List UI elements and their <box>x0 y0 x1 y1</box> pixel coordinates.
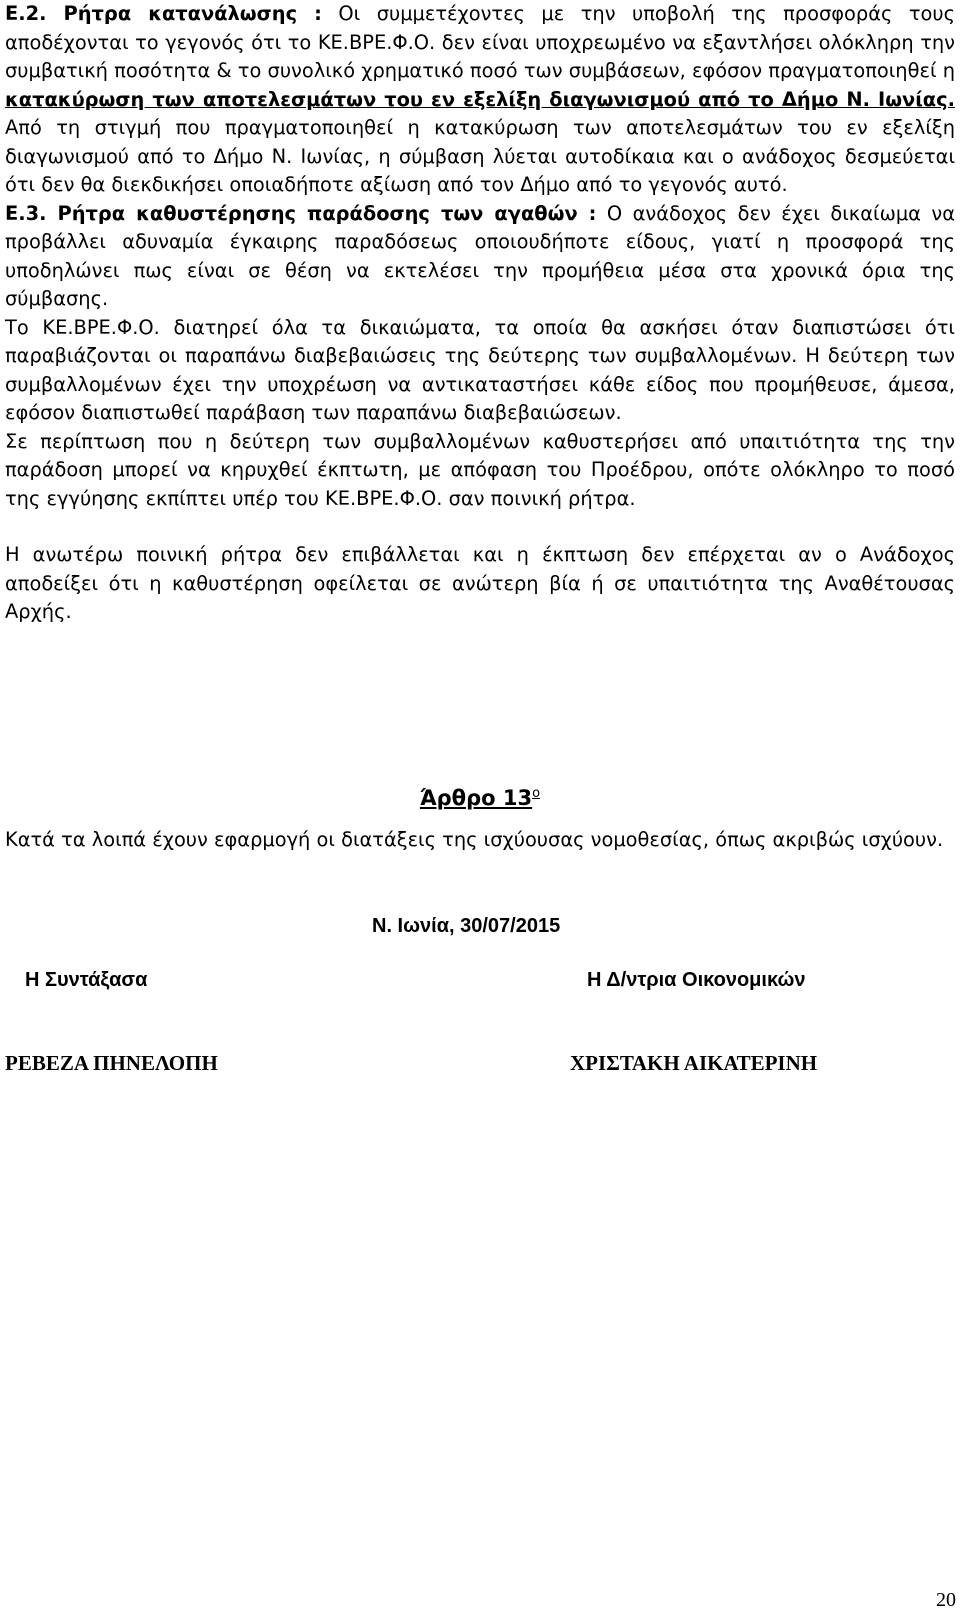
left-signatory-role: Η Συντάξασα <box>25 969 148 991</box>
page-number: 20 <box>936 1589 956 1611</box>
section-e2-emphasis: κατακύρωση των αποτελεσμάτων του εν εξελίξη διαγωνισμού από το Δήμο Ν. Ιωνίας. <box>5 87 955 111</box>
right-signatory-role: Η Δ/ντρια Οικονομικών <box>587 969 806 991</box>
document-page <box>5 0 955 1075</box>
article-heading-superscript: ο <box>532 786 541 801</box>
place-date: Ν. Ιωνία, 30/07/2015 <box>372 915 561 937</box>
left-signatory-name: ΡΕΒΕΖΑ ΠΗΝΕΛΟΠΗ <box>5 1051 218 1075</box>
paragraph-spacer <box>5 513 955 541</box>
penalty-paragraph: Η ανωτέρω ποινική ρήτρα δεν επιβάλλεται και η έκπτωση δεν επέρχεται αν ο Ανάδοχος αποδείξει ότι η καθυστέρηση οφείλεται σε ανώτερη βία ή σε υπαιτιότητα της Αναθέτουσας Αρχής. <box>5 543 955 623</box>
article-heading <box>5 786 955 810</box>
article-text: Κατά τα λοιπά έχουν εφαρμογή οι διατάξεις της ισχύουσας νομοθεσίας, όπως ακριβώς ισχύουν. <box>5 828 944 851</box>
section-e3-text: Ο ανάδοχος δεν έχει δικαίωμα να προβάλλει αδυναμία έγκαιρης παραδόσεως οποιουδήποτε είδους, γιατί η προσφορά της υποδηλώνει πως είναι σε θέση να εκτελέσει την προμήθεια μέσα στα χρονικά όρια της σύμβασης. <box>5 201 955 310</box>
rights-paragraph: Το ΚΕ.ΒΡΕ.Φ.Ο. διατηρεί όλα τα δικαιώματα, τα οποία θα ασκήσει όταν διαπιστώσει ότι παραβιάζονται οι παραπάνω διαβεβαιώσεις της δεύτερης των συμβαλλομένων. Η δεύτερη των συμβαλλομένων έχει την υποχρέωση να αντικαταστήσει κάθε είδος που προμήθευσε, άμεσα, εφόσον διαπιστωθεί παράβαση των παραπάνω διαβεβαιώσεων. <box>5 315 955 424</box>
section-e2-text-2: Από τη στιγμή που πραγματοποιηθεί η κατακύρωση των αποτελεσμάτων του εν εξελίξη διαγωνισμού από το Δήμο Ν. Ιωνίας, η σύμβαση λύεται αυτοδίκαια και ο ανάδοχος δεσμεύεται ότι δεν θα διεκδικήσει οποιαδήποτε αξίωση από τον Δήμο από το γεγονός αυτό. <box>5 116 955 196</box>
section-e2-text-1: Οι συμμετέχοντες με την υποβολή της προσφοράς τους αποδέχονται το γεγονός ότι το ΚΕ.ΒΡΕ.Φ.Ο. δεν είναι υποχρεωμένο να εξαντλήσει ολόκληρη την συμβατική ποσότητα & το συνολικό χρηματικό ποσό των συμβάσεων, εφόσον πραγματοποιηθεί η <box>5 2 955 82</box>
section-e3-paragraph <box>5 200 955 314</box>
delay-paragraph: Σε περίπτωση που η δεύτερη των συμβαλλομένων καθυστερήσει από υπαιτιότητα της την παράδοση μπορεί να κηρυχθεί έκπτωτη, με απόφαση του Προέδρου, οπότε ολόκληρο το ποσό της εγγύησης εκπίπτει υπέρ του ΚΕ.ΒΡΕ.Φ.Ο. σαν ποινική ρήτρα. <box>5 429 955 510</box>
section-e2-paragraph <box>5 0 955 200</box>
section-e2-heading: Ε.2. Ρήτρα κατανάλωσης : <box>5 2 322 25</box>
article-heading-text: Άρθρο 13 <box>419 786 533 810</box>
section-e3-heading: Ε.3. Ρήτρα καθυστέρησης παράδοσης των αγαθών : <box>5 201 597 225</box>
right-signatory-name: ΧΡΙΣΤΑΚΗ ΑΙΚΑΤΕΡΙΝΗ <box>570 1051 818 1075</box>
